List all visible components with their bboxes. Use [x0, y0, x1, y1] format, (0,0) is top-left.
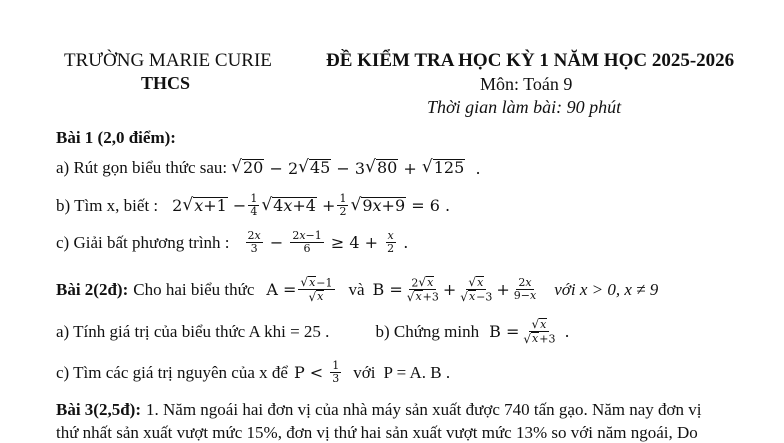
bai1-b — [56, 193, 450, 218]
bai1-a — [56, 158, 481, 178]
bai1-title: Bài 1 (2,0 điểm): — [56, 128, 176, 147]
school-name: TRƯỜNG MARIE CURIE — [64, 50, 272, 71]
bai2-expression-b: B = 2 √ x √ x +3 + √ x √ x −3 + $\frac{2x}{9-x}$ — [372, 275, 537, 304]
school-level: THCS — [141, 73, 191, 93]
bai3-text-2: thứ nhất sản xuất vượt mức 15%, đơn vị thứ hai sản xuất vượt mức 13% so với năm ngoái, Do — [56, 423, 698, 442]
exam-title: ĐỀ KIỂM TRA HỌC KỲ 1 NĂM HỌC 2025-2026 — [326, 50, 735, 71]
bai3-line2 — [56, 423, 698, 443]
bai2-b-label: b) Chứng minh — [375, 321, 480, 341]
bai2-c-inequality: P < $\frac{1}{3}$ — [293, 359, 340, 386]
bai2-intro-text: Cho hai biểu thức — [133, 279, 255, 299]
bai1-a-expression: √ 20 − 2 √ 45 − 3 √ 80 + √ 125 . — [231, 157, 481, 178]
bai2-intro — [56, 276, 658, 304]
bai2-expression-a: A = √ x −1 √ x — [266, 275, 333, 304]
bai2-title: Bài 2(2đ): — [56, 279, 129, 299]
exam-subject: Môn: Toán 9 — [480, 74, 573, 94]
bai2-b-expression: B = √ x √ x +3 . — [489, 317, 570, 346]
bai1-c-inequality: $\frac{2x}{3}$ − $\frac{2x-1}{6}$ ≥ 4 + $\frac{x}{2}$ . — [247, 229, 409, 256]
exam-time: Thời gian làm bài: 90 phút — [427, 97, 622, 117]
bai3-text-1: 1. Năm ngoái hai đơn vị của nhà máy sản xuất được 740 tấn gạo. Năm nay đơn vị — [146, 400, 702, 419]
bai1-b-label: b) Tìm x, biết : — [56, 195, 159, 215]
bai1-a-label: a) Rút gọn biểu thức sau: — [56, 158, 228, 177]
bai1-b-equation: 2 √ x+1 − $\frac{1}{4}$ √ 4x+4 + $\frac{1}{2}$ √ 9x+9 = 6 . — [172, 192, 451, 219]
bai2-condition: với x > 0, x ≠ 9 — [554, 279, 659, 299]
bai2-c-product: P = A. B . — [383, 362, 451, 382]
bai2-c-with: với — [353, 362, 376, 382]
bai3-title: Bài 3(2,5đ): — [56, 400, 141, 419]
bai2-ab — [56, 318, 570, 346]
bai1-c — [56, 230, 408, 255]
bai2-c-label: c) Tìm các giá trị nguyên của x để — [56, 362, 288, 382]
bai2-and: và — [348, 279, 365, 299]
bai1-c-label: c) Giải bất phương trình : — [56, 232, 230, 252]
bai2-c — [56, 360, 450, 385]
bai2-a-label: a) Tính giá trị của biểu thức A khi = 25 . — [56, 321, 330, 341]
bai3-line1 — [56, 400, 702, 420]
